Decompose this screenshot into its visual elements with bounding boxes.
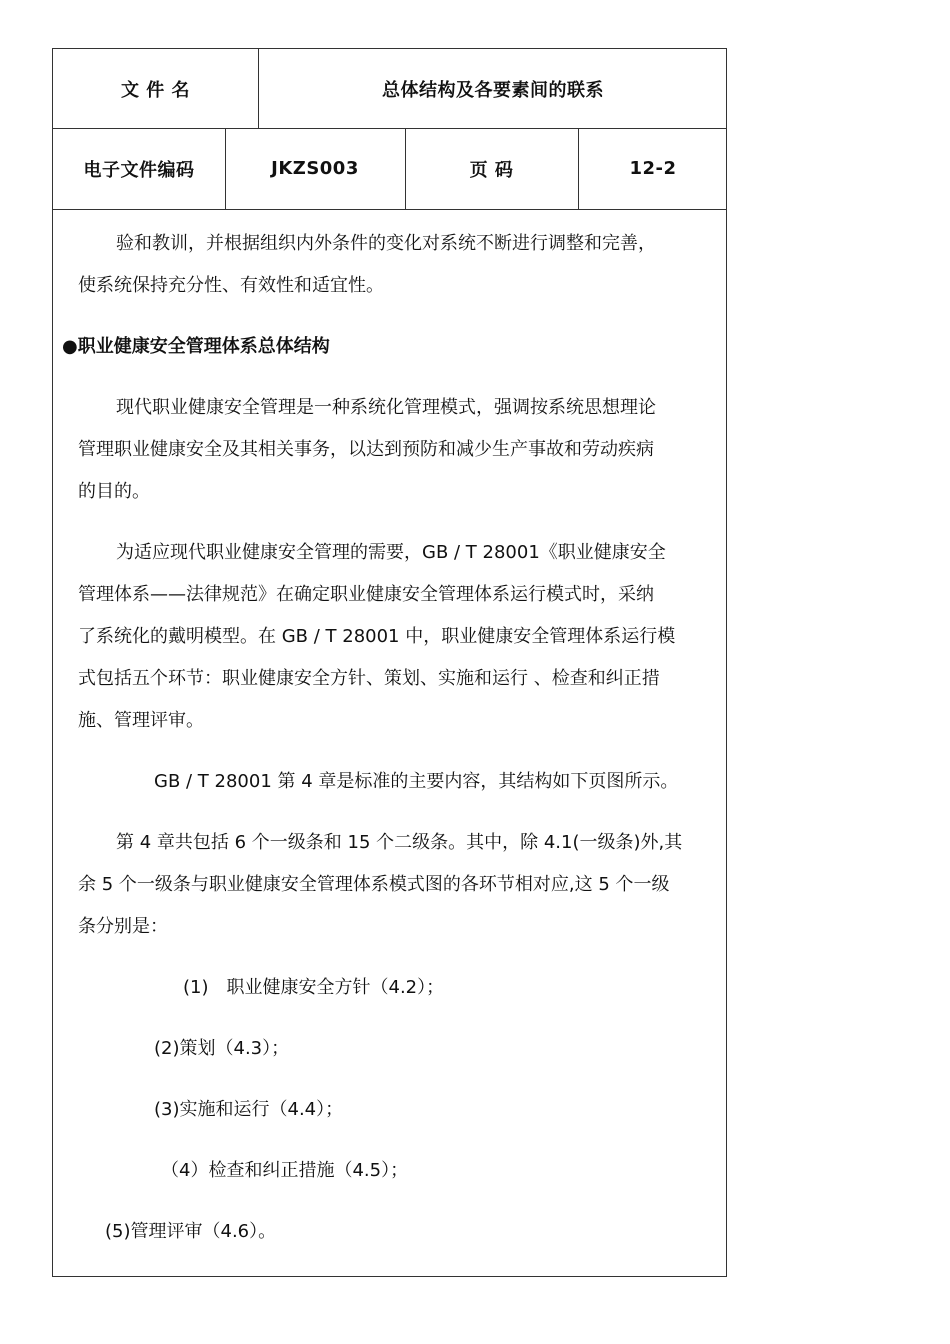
paragraph-2-line-2: 管理职业健康安全及其相关事务，以达到预防和减少生产事故和劳动疾病 <box>78 439 654 460</box>
paragraph-4-line-1: GB / T 28001 第 4 章是标准的主要内容，其结构如下页图所示。 <box>154 771 679 792</box>
paragraph-1-line-1: 验和教训，并根据组织内外条件的变化对系统不断进行调整和完善， <box>116 233 656 254</box>
list-item-2: (2)策划（4.3）； <box>154 1038 290 1059</box>
list-item-1: (1) 职业健康安全方针（4.2）； <box>183 977 445 998</box>
paragraph-3-line-5: 施、管理评审。 <box>78 710 204 731</box>
document-frame <box>52 48 727 1277</box>
file-code-label: 电子文件编码 <box>83 159 195 181</box>
section-heading: ●职业健康安全管理体系总体结构 <box>62 336 330 357</box>
paragraph-3-line-4: 式包括五个环节：职业健康安全方针、策划、实施和运行 、检查和纠正措 <box>78 668 660 689</box>
list-item-4: （4）检查和纠正措施（4.5）； <box>161 1160 409 1181</box>
page-number: 12-2 <box>629 158 677 179</box>
list-item-5: (5)管理评审（4.6）。 <box>105 1221 277 1242</box>
paragraph-5-line-1: 第 4 章共包括 6 个一级条和 15 个二级条。其中，除 4.1(一级条)外,其 <box>116 832 683 853</box>
paragraph-2-line-1: 现代职业健康安全管理是一种系统化管理模式，强调按系统思想理论 <box>116 397 656 418</box>
paragraph-1-line-2: 使系统保持充分性、有效性和适宜性。 <box>78 275 384 296</box>
file-name-label: 文 件 名 <box>120 79 191 101</box>
paragraph-2-line-3: 的目的。 <box>78 481 150 502</box>
file-name-value: 总体结构及各要素间的联系 <box>382 79 604 101</box>
paragraph-3-line-1: 为适应现代职业健康安全管理的需要，GB / T 28001《职业健康安全 <box>116 542 666 563</box>
file-code-value: JKZS003 <box>271 158 359 179</box>
paragraph-5-line-3: 条分别是： <box>78 916 168 937</box>
page-label: 页 码 <box>469 159 514 181</box>
paragraph-3-line-3: 了系统化的戴明模型。在 GB / T 28001 中，职业健康安全管理体系运行模 <box>78 626 676 647</box>
list-item-3: (3)实施和运行（4.4）； <box>154 1099 344 1120</box>
header-divider-2 <box>53 209 726 210</box>
paragraph-5-line-2: 余 5 个一级条与职业健康安全管理体系模式图的各环节相对应,这 5 个一级 <box>78 874 670 895</box>
paragraph-3-line-2: 管理体系——法律规范》在确定职业健康安全管理体系运行模式时，采纳 <box>78 584 654 605</box>
